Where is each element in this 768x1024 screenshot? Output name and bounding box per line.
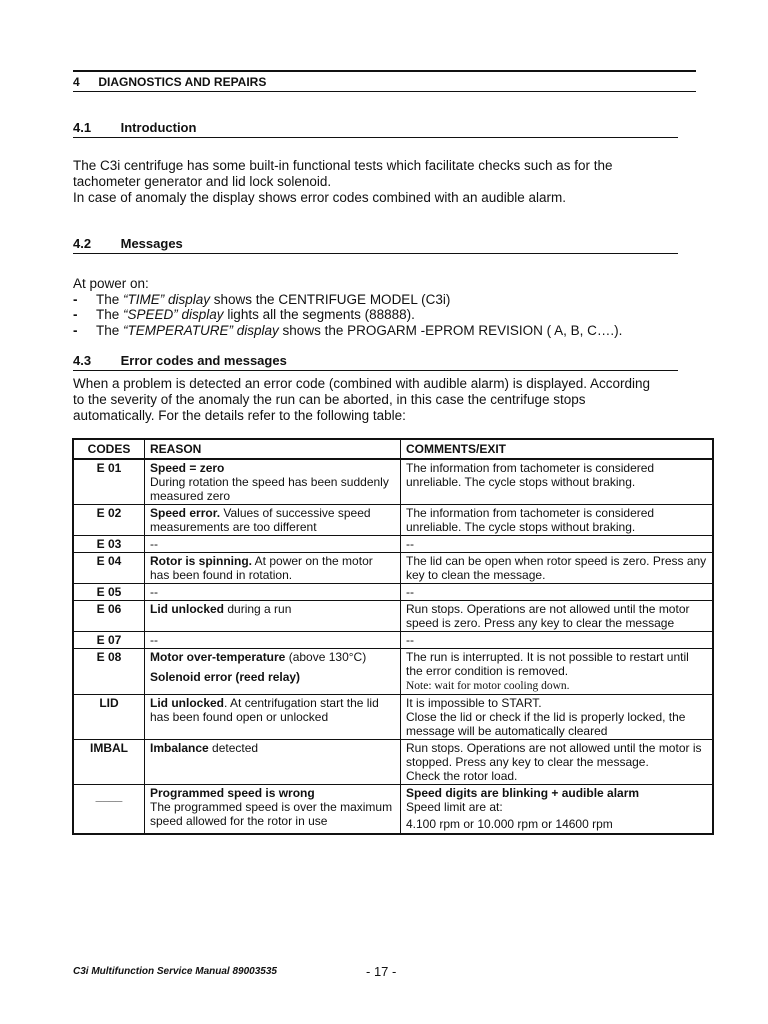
table-row: E 03 -- -- <box>73 536 713 553</box>
footer-manual-title: C3i Multifunction Service Manual 89003535 <box>73 966 277 977</box>
list-item: - The “TEMPERATURE” display shows the PROGARM -EPROM REVISION ( A, B, C….). <box>73 322 623 338</box>
messages-list <box>73 276 693 338</box>
chapter-title: DIAGNOSTICS AND REPAIRS <box>98 75 267 89</box>
list-item: - The “SPEED” display lights all the segments (88888). <box>73 307 415 322</box>
table-row: E 06 Lid unlocked during a run Run stops. Operations are not allowed until the motor speed is zero. Press any key to clear the message <box>73 601 713 632</box>
table-row: E 08 Motor over-temperature (above 130°C) Solenoid error (reed relay) The run is interrupted. It is not possible to restart until the error condition is removed. Note: wait for motor cooling down. <box>73 649 713 695</box>
table-row: E 02 Speed error. Values of successive speed measurements are too different The information from tachometer is considered unreliable. The cycle stops without braking. <box>73 505 713 536</box>
table-row: E 05 -- -- <box>73 584 713 601</box>
table-header-row <box>73 439 713 459</box>
chapter-heading <box>73 70 696 92</box>
introduction-text: The C3i centrifuge has some built-in functional tests which facilitate checks such as for the tachometer generator and lid lock solenoid. In case of anomaly the display shows error codes combined with an audible alarm. <box>73 158 613 205</box>
table-row: E 01 Speed = zero During rotation the speed has been suddenly measured zero The information from tachometer is considered unreliable. The cycle stops without braking. <box>73 459 713 505</box>
column-header-reason: REASON <box>145 439 401 459</box>
error-codes-intro: When a problem is detected an error code (combined with audible alarm) is displayed. According to the severity of the anomaly the run can be aborted, in this case the centrifuge stops automatically. For the details refer to the following table: <box>73 376 651 423</box>
section-4-2-heading: 4.2 Messages <box>73 236 678 254</box>
column-header-comments: COMMENTS/EXIT <box>401 439 714 459</box>
footer-page-number: - 17 - <box>366 964 397 979</box>
chapter-number: 4 <box>73 75 80 89</box>
list-item: - The “TIME” display shows the CENTRIFUGE MODEL (C3i) <box>73 291 451 307</box>
table-row: IMBAL Imbalance detected Run stops. Operations are not allowed until the motor is stopped. Press any key to clear the message. Check the rotor load. <box>73 740 713 785</box>
table-row: ____ Programmed speed is wrong The programmed speed is over the maximum speed allowed for the rotor in use Speed digits are blinking + audible alarm Speed limit are at: 4.100 rpm or 10.000 rpm or 14600 rpm <box>73 785 713 835</box>
error-codes-table <box>72 438 714 835</box>
messages-intro: At power on: <box>73 276 149 291</box>
section-4-3-heading: 4.3 Error codes and messages <box>73 353 678 371</box>
table-row: E 04 Rotor is spinning. At power on the motor has been found in rotation. The lid can be open when rotor speed is zero. Press any key to clean the message. <box>73 553 713 584</box>
table-row: LID Lid unlocked. At centrifugation start the lid has been found open or unlocked It is impossible to START. Close the lid or check if the lid is properly locked, the message will be automatically cleared <box>73 695 713 740</box>
column-header-codes: CODES <box>73 439 145 459</box>
table-row: E 07 -- -- <box>73 632 713 649</box>
section-4-1-heading: 4.1 Introduction <box>73 120 678 138</box>
